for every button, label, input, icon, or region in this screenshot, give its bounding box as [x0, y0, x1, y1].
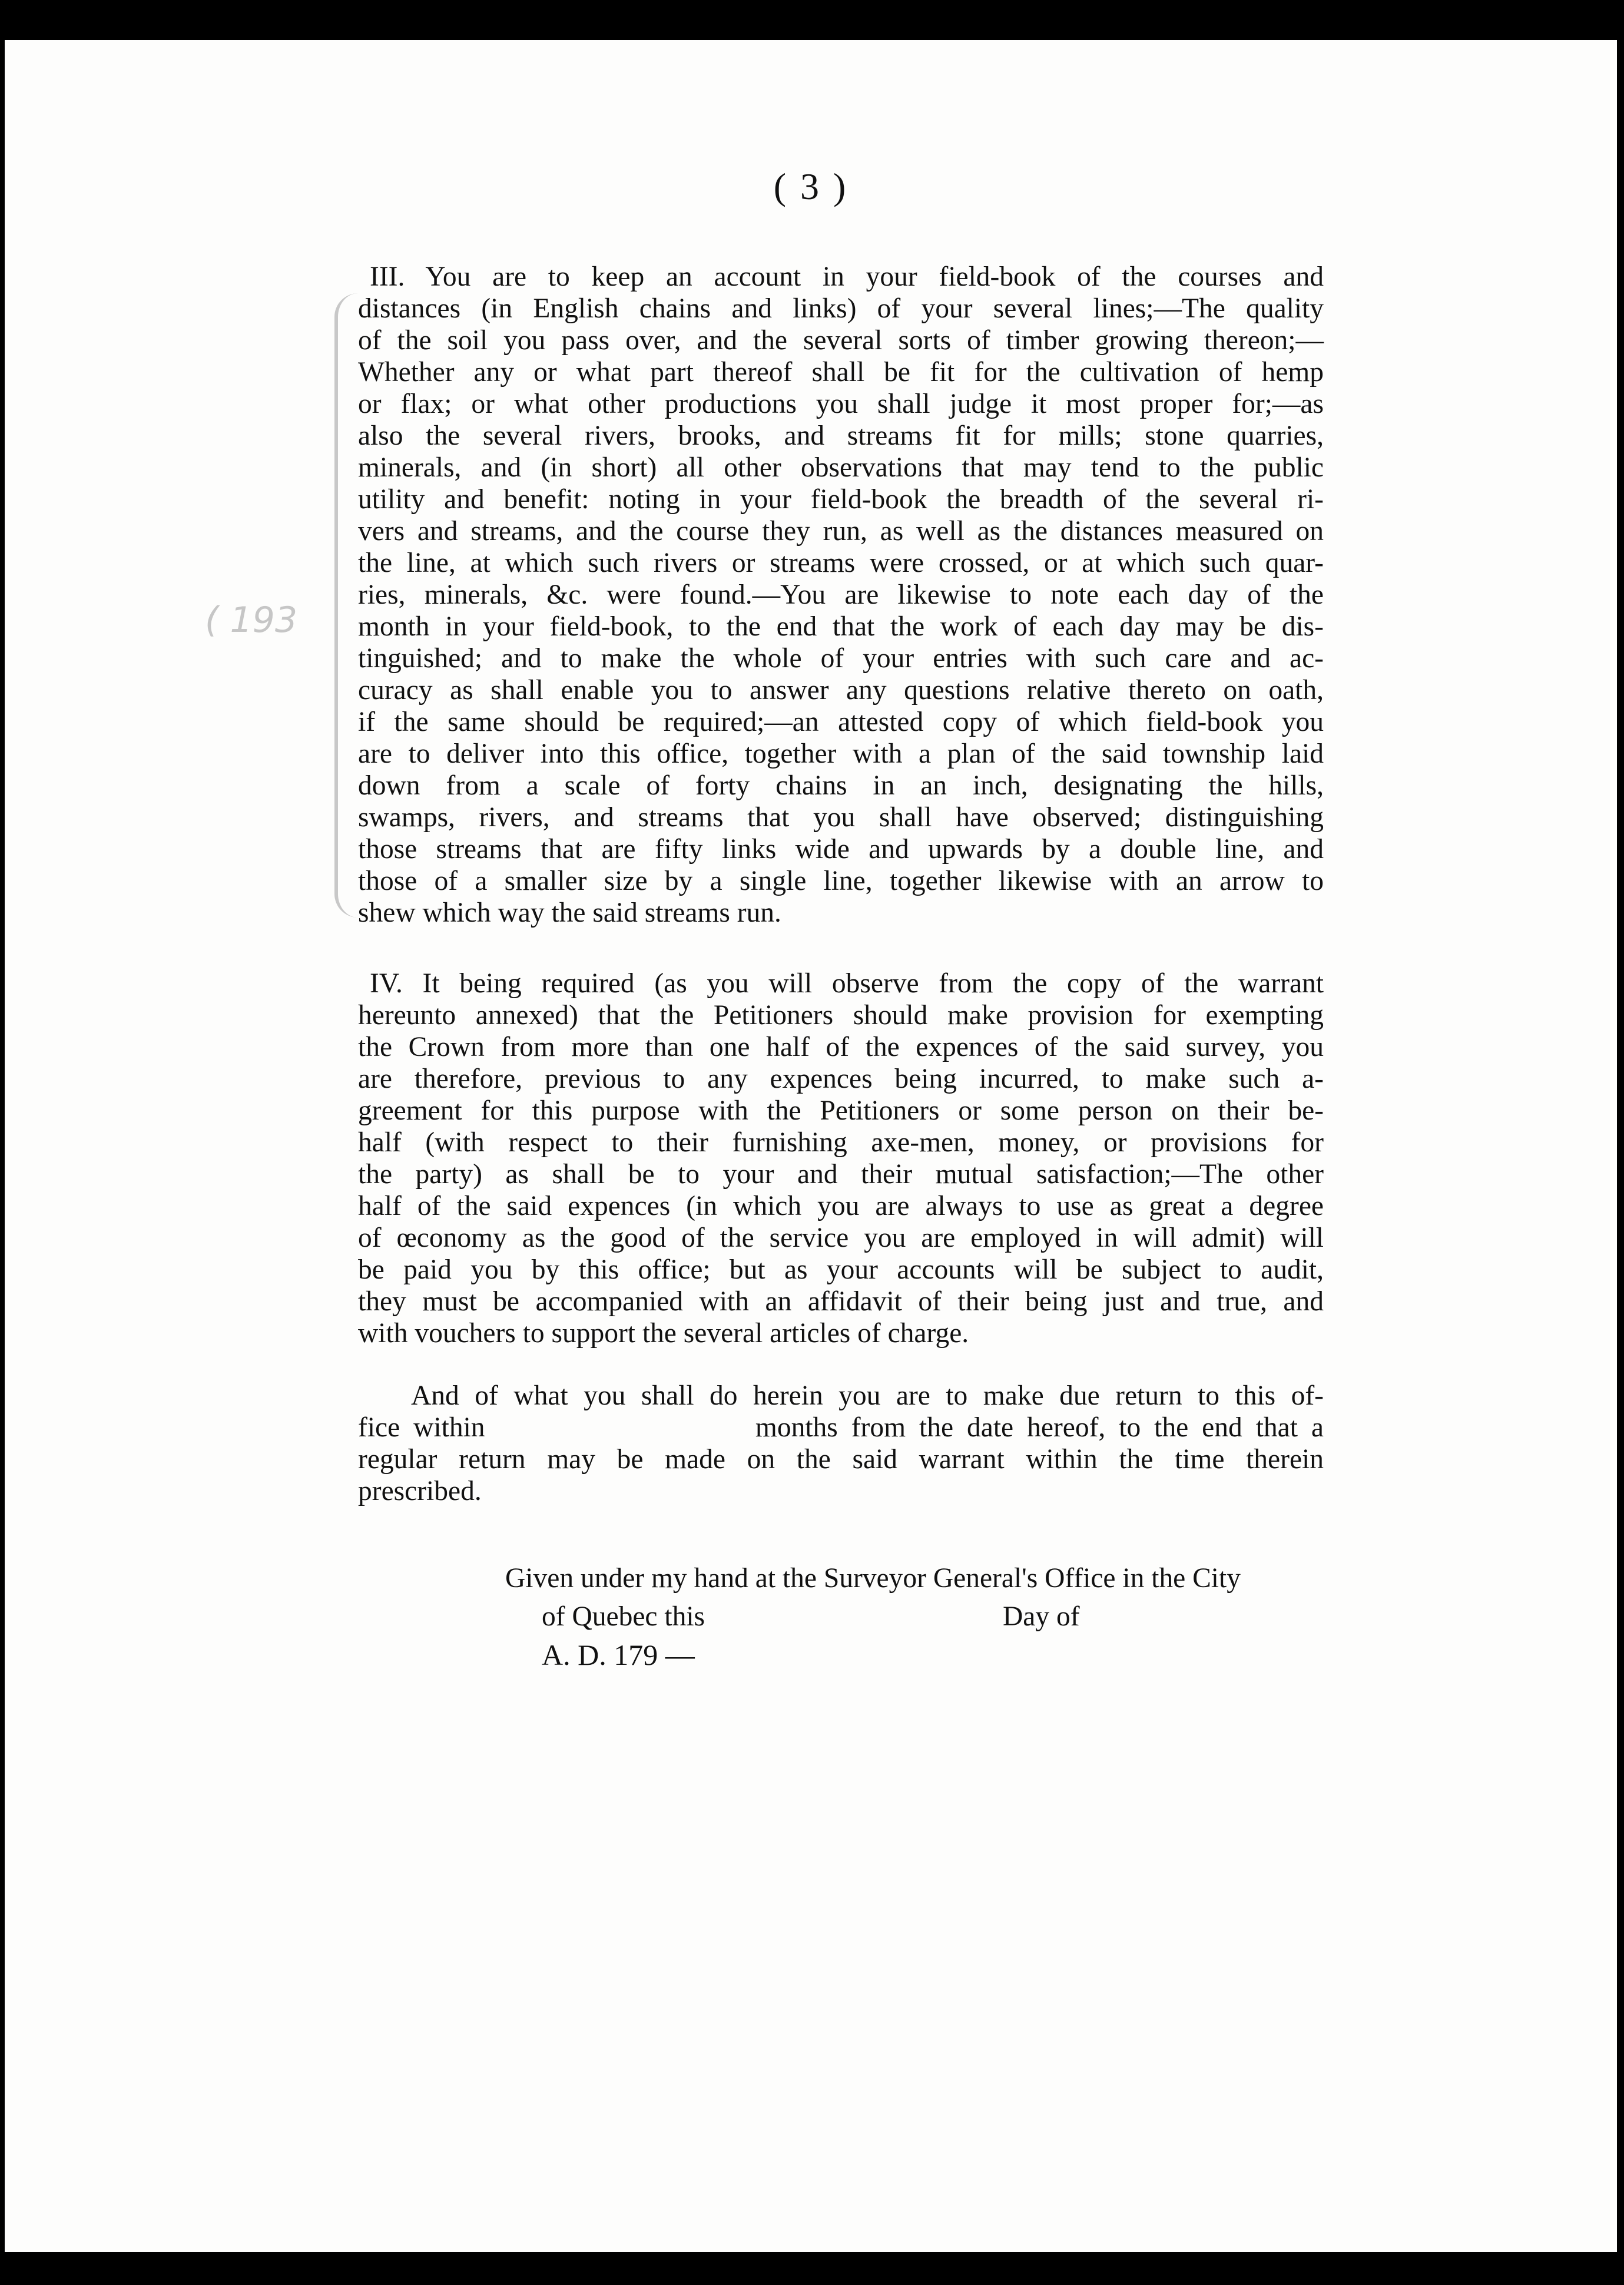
- text-line: utility and benefit: noting in your field-book the breadth of the several ri-: [358, 484, 1324, 515]
- paragraph-iv: [358, 968, 1324, 1349]
- closing-line-quebec: of Quebec this: [542, 1601, 705, 1632]
- text-line: if the same should be required;—an attested copy of which field-book you: [358, 707, 1324, 737]
- text-line: greement for this purpose with the Petitioners or some person on their be-: [358, 1095, 1324, 1126]
- text-line: of œconomy as the good of the service you are employed in will admit) will: [358, 1223, 1324, 1253]
- text-line: ries, minerals, &c. were found.—You are likewise to note each day of the: [358, 579, 1324, 610]
- text-line: shew which way the said streams run.: [358, 898, 781, 928]
- text-line: also the several rivers, brooks, and streams fit for mills; stone quarries,: [358, 420, 1324, 451]
- text-line: with vouchers to support the several articles of charge.: [358, 1318, 969, 1349]
- text-line: of the soil you pass over, and the several sorts of timber growing thereon;—: [358, 325, 1324, 356]
- text-line: those streams that are fifty links wide and upwards by a double line, and: [358, 834, 1324, 865]
- text-line: distances (in English chains and links) of your several lines;—The quality: [358, 293, 1324, 324]
- text-line: down from a scale of forty chains in an inch, designating the hills,: [358, 770, 1324, 801]
- text-line: hereunto annexed) that the Petitioners should make provision for exempting: [358, 1000, 1324, 1031]
- text-line: be paid you by this office; but as your accounts will be subject to audit,: [358, 1254, 1324, 1285]
- text-line: or flax; or what other productions you shall judge it most proper for;—as: [358, 389, 1324, 419]
- text-line: And of what you shall do herein you are to make due return to this of-: [411, 1380, 1324, 1411]
- handwritten-margin-note: ( 193: [205, 600, 298, 641]
- text-line: are therefore, previous to any expences being incurred, to make such a-: [358, 1064, 1324, 1094]
- text-line: swamps, rivers, and streams that you shall have observed; distinguishing: [358, 802, 1324, 833]
- text-line: they must be accompanied with an affidavit of their being just and true, and: [358, 1286, 1324, 1317]
- text-line: month in your field-book, to the end that the work of each day may be dis-: [358, 611, 1324, 642]
- text-line: the Crown from more than one half of the expences of the said survey, you: [358, 1032, 1324, 1062]
- text-line: III. You are to keep an account in your field-book of the courses and: [370, 261, 1324, 292]
- closing-line-year: A. D. 179 —: [542, 1638, 695, 1671]
- text-line: minerals, and (in short) all other observations that may tend to the public: [358, 452, 1324, 483]
- text-line: are to deliver into this office, together with a plan of the said township laid: [358, 739, 1324, 769]
- text-line: tinguished; and to make the whole of your entries with such care and ac-: [358, 643, 1324, 674]
- text-line: half of the said expences (in which you are always to use as great a degree: [358, 1191, 1324, 1221]
- document-page: [5, 40, 1617, 2252]
- paragraph-iii: [358, 261, 1324, 929]
- text-line: half (with respect to their furnishing axe-men, money, or provisions for: [358, 1127, 1324, 1158]
- text-line: IV. It being required (as you will observe from the copy of the warrant: [370, 968, 1324, 999]
- text-line: the line, at which such rivers or streams were crossed, or at which such quar-: [358, 548, 1324, 578]
- text-line: prescribed.: [358, 1476, 482, 1506]
- page-number: ( 3 ): [773, 165, 849, 207]
- text-line: Whether any or what part thereof shall be fit for the cultivation of hemp: [358, 357, 1324, 388]
- text-line: the party) as shall be to your and their mutual satisfaction;—The other: [358, 1159, 1324, 1190]
- closing-line-day: Day of: [1003, 1601, 1080, 1632]
- text-line: those of a smaller size by a single line, together likewise with an arrow to: [358, 866, 1324, 896]
- text-line: curacy as shall enable you to answer any questions relative thereto on oath,: [358, 675, 1324, 706]
- closing-line-given: Given under my hand at the Surveyor General's Office in the City: [505, 1563, 1241, 1594]
- text-line: regular return may be made on the said warrant within the time therein: [358, 1444, 1324, 1475]
- paragraph-return: [358, 1380, 1324, 1507]
- text-line: fice within months from the date hereof, to the end that a: [358, 1412, 1324, 1443]
- text-line: vers and streams, and the course they run, as well as the distances measured on: [358, 516, 1324, 547]
